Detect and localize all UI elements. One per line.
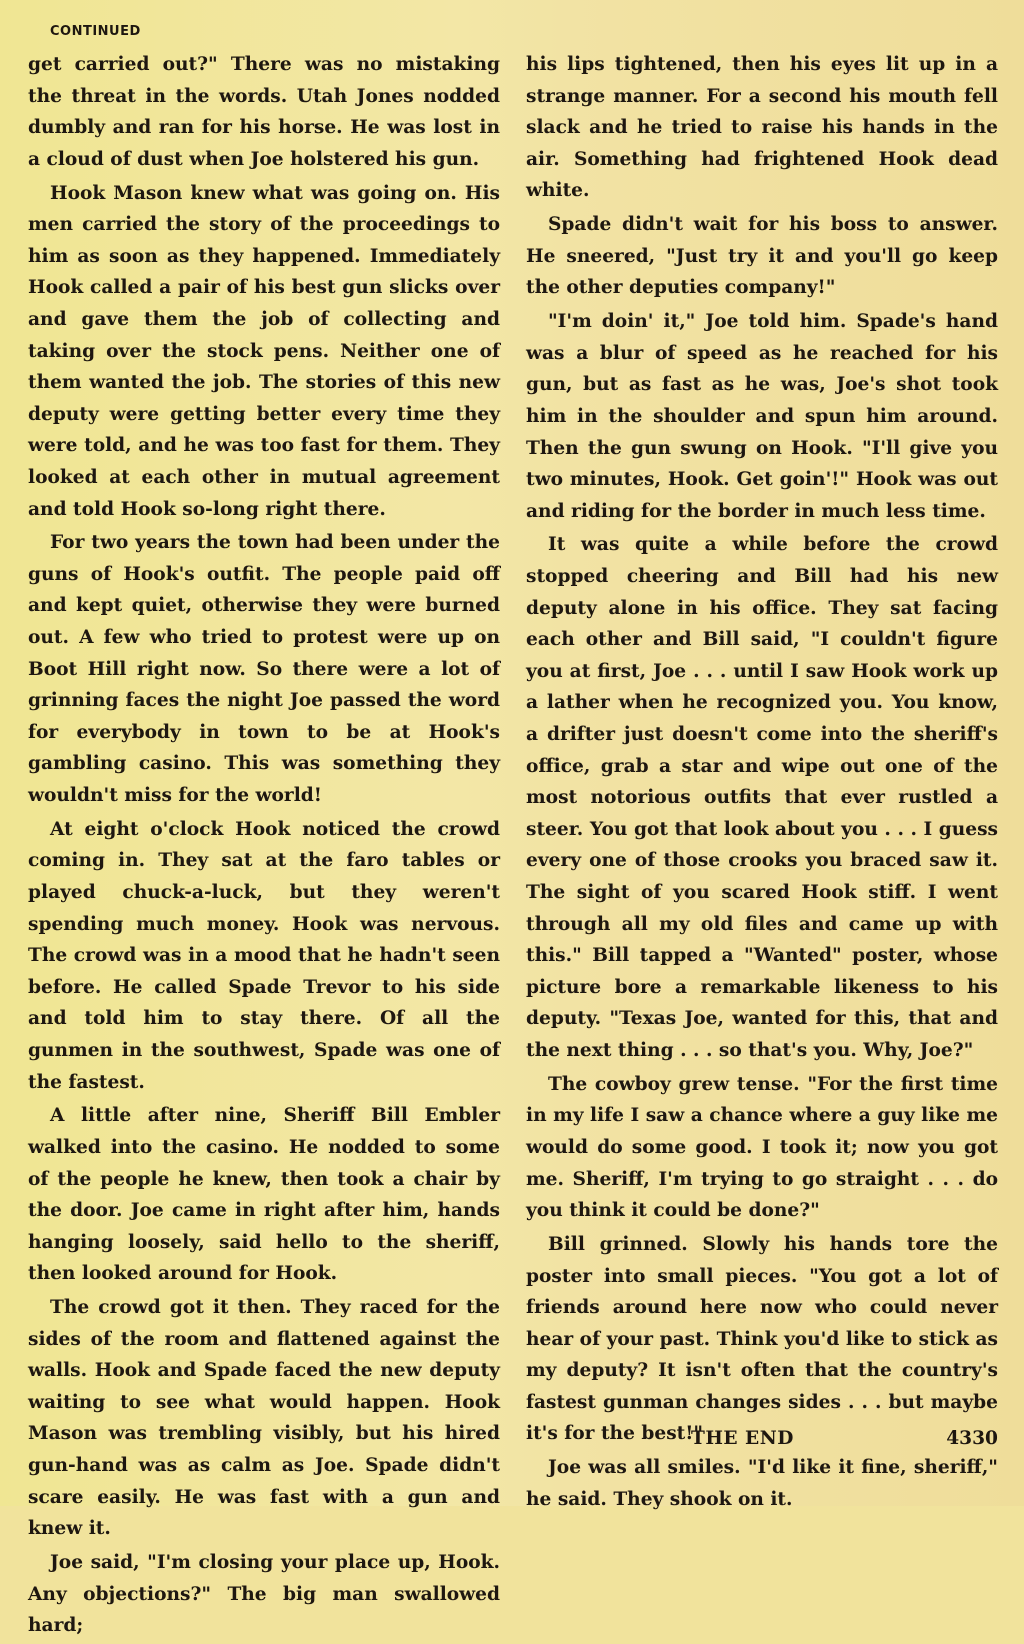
paragraph: A little after nine, Sheriff Bill Embler walked into the casino. He nodded to some of the people he knew, then took a chair by the door. Joe came in right after him, hands hanging loosely, said hello to the sheriff, then looked around for Hook. <box>28 1105 500 1285</box>
paragraph: Joe said, "I'm closing your place up, Hook. Any objections?" The big man swallowed hard; <box>28 1552 500 1637</box>
paragraph: "I'm doin' it," Joe told him. Spade's hand was a blur of speed as he reached for his gun, but as fast as he was, Joe's shot took him in the shoulder and spun him around. Then the gun swung on Hook. "I'll give you two minutes, Hook. Get goin'!" Hook was out and riding for the border in much less time. <box>526 311 998 522</box>
paragraph: his lips tightened, then his eyes lit up in a strange manner. For a second his mouth fell slack and he tried to raise his hands in the air. Something had frightened Hook dead white. <box>526 54 998 202</box>
paragraph: At eight o'clock Hook noticed the crowd coming in. They sat at the faro tables or played chuck-a-luck, but they weren't spending much money. Hook was nervous. The crowd was in a mood that he hadn't seen before. He called Spade Trevor to his side and told him to stay there. Of all the gunmen in the southwest, Spade was one of the fastest. <box>28 818 500 1093</box>
paragraph: The crowd got it then. They raced for the sides of the room and flattened against the walls. Hook and Spade faced the new deputy waiting to see what would happen. Hook Mason was trembling visibly, but his hired gun-hand was as calm as Joe. Spade didn't scare easily. He was fast with a gun and knew it. <box>28 1297 500 1540</box>
paragraph: For two years the town had been under the guns of Hook's outfit. The people paid off and kept quiet, otherwise they were burned out. A few who tried to protest were up on Boot Hill right now. So there were a lot of grinning faces the night Joe passed the word for everybody in town to be at Hook's gambling casino. This was something they wouldn't miss for the world! <box>28 532 500 807</box>
page-code: 4330 <box>946 1428 998 1449</box>
paragraph: It was quite a while before the crowd stopped cheering and Bill had his new deputy alone in his office. They sat facing each other and Bill said, "I couldn't figure you at first, Joe . . . until I saw Hook work up a lather when he recognized you. You know, a drifter just doesn't come into the sheriff's office, grab a star and wipe out one of the most notorious outfits that ever rustled a steer. You got that look about you . . . I guess every one of those crooks you braced saw it. The sight of you scared Hook stiff. I went through all my old files and came up with this." Bill tapped a "Wanted" poster, whose picture bore a remarkable likeness to his deputy. "Texas Joe, wanted for this, that and the next thing . . . so that's you. Why, Joe?" <box>526 534 998 1061</box>
left-column <box>28 49 500 1644</box>
paragraph: The cowboy grew tense. "For the first time in my life I saw a chance where a guy like me would do some good. I took it; now you got me. Sheriff, I'm trying to go straight . . . do you think it could be done?" <box>526 1073 998 1222</box>
paragraph: Joe was all smiles. "I'd like it fine, sheriff," he said. They shook on it. <box>526 1457 998 1510</box>
right-column <box>526 49 998 1518</box>
paragraph: Bill grinned. Slowly his hands tore the poster into small pieces. "You got a lot of friends around here now who could never hear of your past. Think you'd like to stick as my deputy? It isn't often that the country's fastest gunman changes sides . . . but maybe it's for the best!" <box>526 1233 998 1445</box>
continued-label: CONTINUED <box>50 24 141 39</box>
paragraph: get carried out?" There was no mistaking the threat in the words. Utah Jones nodded dumbly and ran for his horse. He was lost in a cloud of dust when Joe holstered his gun. <box>28 54 500 170</box>
paragraph: Spade didn't wait for his boss to answer. He sneered, "Just try it and you'll go keep the other deputies company!" <box>526 214 998 299</box>
paragraph: Hook Mason knew what was going on. His men carried the story of the proceedings to him as soon as they happened. Immediately Hook called a pair of his best gun slicks over and gave them the job of collecting and taking over the stock pens. Neither one of them wanted the job. The stories of this new deputy were getting better every time they were told, and he was too fast for them. They looked at each other in mutual agreement and told Hook so-long right there. <box>28 182 500 520</box>
the-end-label: THE END <box>691 1428 794 1449</box>
page-footer <box>526 1428 998 1449</box>
